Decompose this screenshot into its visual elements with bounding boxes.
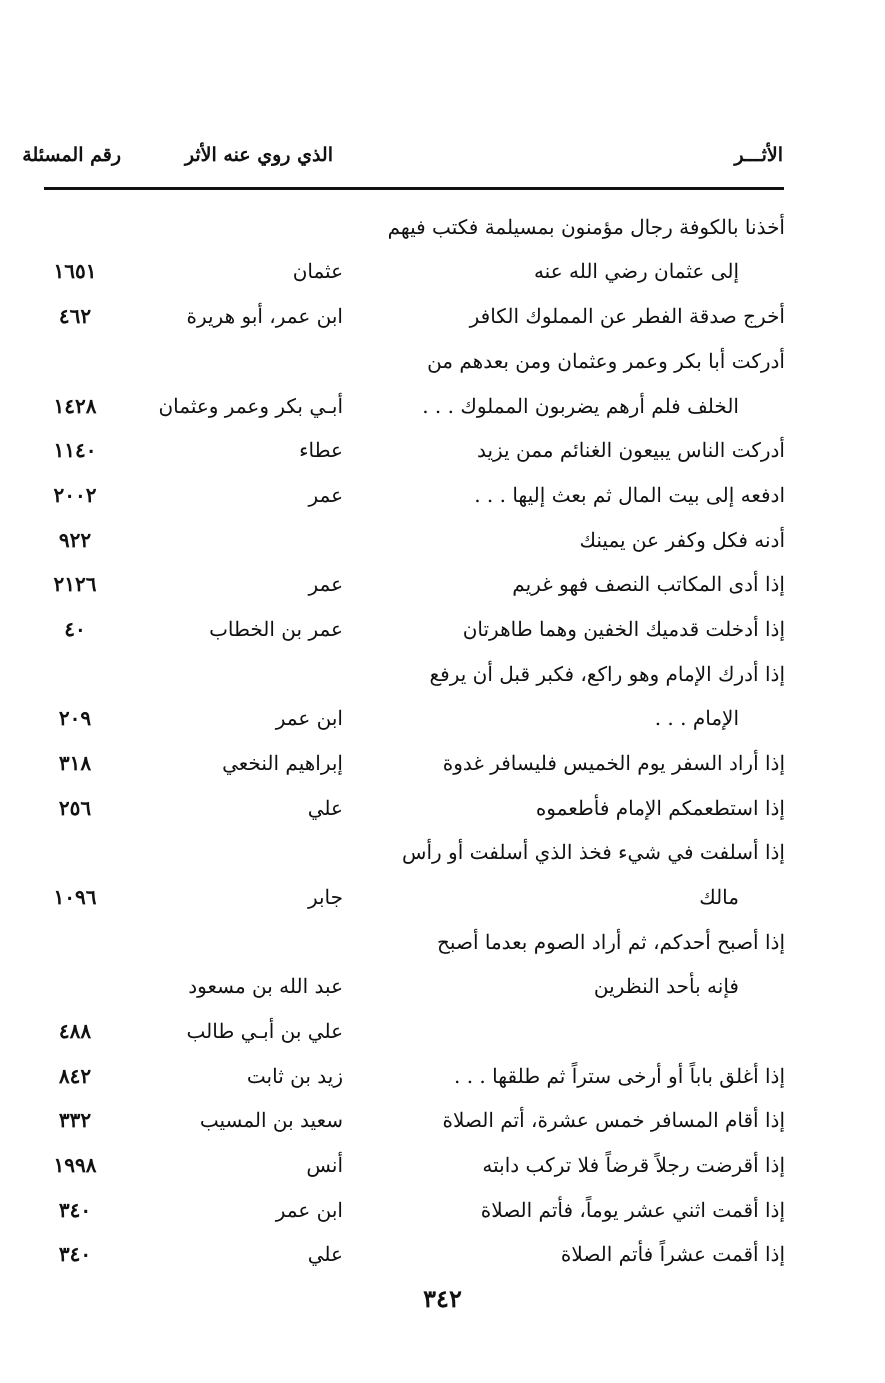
- row-narrator: علي بن أبـي طالب: [186, 1019, 343, 1043]
- row-issue-number: ٣٣٢: [58, 1108, 92, 1132]
- row-athar-text: الخلف فلم أرهم يضربون المملوك . . .: [422, 394, 739, 418]
- row-narrator: سعيد بن المسيب: [199, 1108, 343, 1132]
- row-issue-number: ٣١٨: [58, 751, 92, 775]
- row-issue-number: ٨٤٢: [58, 1064, 92, 1088]
- row-issue-number: [40, 654, 110, 694]
- column-header-issue-number: رقم المسئلة: [22, 144, 121, 166]
- row-athar-text: إذا استطعمكم الإمام فأطعموه: [535, 796, 785, 820]
- row-athar-text: أدنه فكل وكفر عن يمينك: [579, 528, 785, 552]
- row-issue-number: [40, 922, 110, 962]
- row-issue-number: ٤٨٨: [58, 1019, 92, 1043]
- row-narrator: علي: [307, 796, 343, 820]
- row-issue-number: [40, 832, 110, 872]
- row-narrator: إبراهيم النخعي: [222, 751, 343, 775]
- row-narrator: عمر: [308, 483, 343, 507]
- row-athar-text: إذا أسلفت في شيء فخذ الذي أسلفت أو رأس: [402, 840, 785, 864]
- row-athar-text: إلى عثمان رضي الله عنه: [533, 259, 739, 283]
- page-number: ٣٤٢: [423, 1284, 462, 1313]
- row-athar-text: إذا أقرضت رجلاً قرضاً فلا تركب دابته: [482, 1153, 785, 1177]
- row-athar-text: أخرج صدقة الفطر عن المملوك الكافر: [469, 304, 785, 328]
- row-narrator: جابر: [307, 885, 343, 909]
- row-narrator: ابن عمر: [275, 706, 343, 730]
- row-athar-text: أخذنا بالكوفة رجال مؤمنون بمسيلمة فكتب فيهم: [387, 215, 785, 239]
- row-issue-number: [40, 341, 110, 381]
- row-narrator: أبـي بكر وعمر وعثمان: [158, 394, 343, 418]
- row-issue-number: ٢١٢٦: [53, 572, 97, 596]
- row-athar-text: إذا أراد السفر يوم الخميس فليسافر غدوة: [442, 751, 785, 775]
- row-athar-text: إذا أقام المسافر خمس عشرة، أتم الصلاة: [442, 1108, 785, 1132]
- row-narrator: علي: [307, 1242, 343, 1266]
- row-narrator: عمر بن الخطاب: [209, 617, 343, 641]
- column-header-narrator: الذي روي عنه الأثر: [184, 144, 333, 166]
- row-narrator: عثمان: [292, 259, 343, 283]
- row-issue-number: ٤٠: [64, 617, 86, 641]
- row-athar-text: إذا أصبح أحدكم، ثم أراد الصوم بعدما أصبح: [437, 930, 785, 954]
- row-issue-number: [40, 966, 110, 1006]
- row-issue-number: ١٦٥١: [53, 259, 97, 283]
- row-issue-number: ١١٤٠: [53, 438, 97, 462]
- column-header-athar: الأثـــر: [734, 144, 783, 166]
- row-athar-text: فإنه بأحد النظرين: [593, 974, 739, 998]
- row-narrator: أنس: [306, 1153, 343, 1177]
- row-issue-number: ٢٠٠٢: [53, 483, 97, 507]
- row-issue-number: ٣٤٠: [58, 1198, 92, 1222]
- row-issue-number: ٢٠٩: [58, 706, 92, 730]
- row-athar-text: أدركت أبا بكر وعمر وعثمان ومن بعدهم من: [427, 349, 785, 373]
- row-narrator: ابن عمر: [275, 1198, 343, 1222]
- row-athar-text: أدركت الناس يبيعون الغنائم ممن يزيد: [476, 438, 785, 462]
- row-narrator: زيد بن ثابت: [246, 1064, 343, 1088]
- row-issue-number: [40, 207, 110, 247]
- row-issue-number: ١٤٢٨: [53, 394, 97, 418]
- row-athar-text: إذا أدى المكاتب النصف فهو غريم: [512, 572, 785, 596]
- row-athar-text: الإمام . . .: [654, 706, 739, 730]
- row-athar-text: إذا أقمت اثني عشر يوماً، فأتم الصلاة: [480, 1198, 785, 1222]
- row-issue-number: ٩٢٢: [58, 528, 92, 552]
- row-athar-text: إذا أدخلت قدميك الخفين وهما طاهرتان: [462, 617, 785, 641]
- row-narrator: عبد الله بن مسعود: [188, 974, 343, 998]
- row-issue-number: ٣٤٠: [58, 1242, 92, 1266]
- row-issue-number: ٢٥٦: [58, 796, 92, 820]
- row-athar-text: إذا أدرك الإمام وهو راكع، فكبر قبل أن يرفع: [429, 662, 785, 686]
- row-issue-number: ١٠٩٦: [53, 885, 97, 909]
- row-athar-text: ادفعه إلى بيت المال ثم بعث إليها . . .: [474, 483, 785, 507]
- row-narrator: ابن عمر، أبو هريرة: [186, 304, 343, 328]
- row-narrator: عمر: [308, 572, 343, 596]
- row-athar-text: إذا أغلق باباً أو أرخى ستراً ثم طلقها . . .: [454, 1064, 785, 1088]
- row-athar-text: مالك: [699, 885, 739, 909]
- row-issue-number: ١٩٩٨: [53, 1153, 97, 1177]
- row-narrator: عطاء: [299, 438, 343, 462]
- row-issue-number: ٤٦٢: [58, 304, 92, 328]
- row-athar-text: إذا أقمت عشراً فأتم الصلاة: [560, 1242, 785, 1266]
- header-divider: [44, 187, 784, 190]
